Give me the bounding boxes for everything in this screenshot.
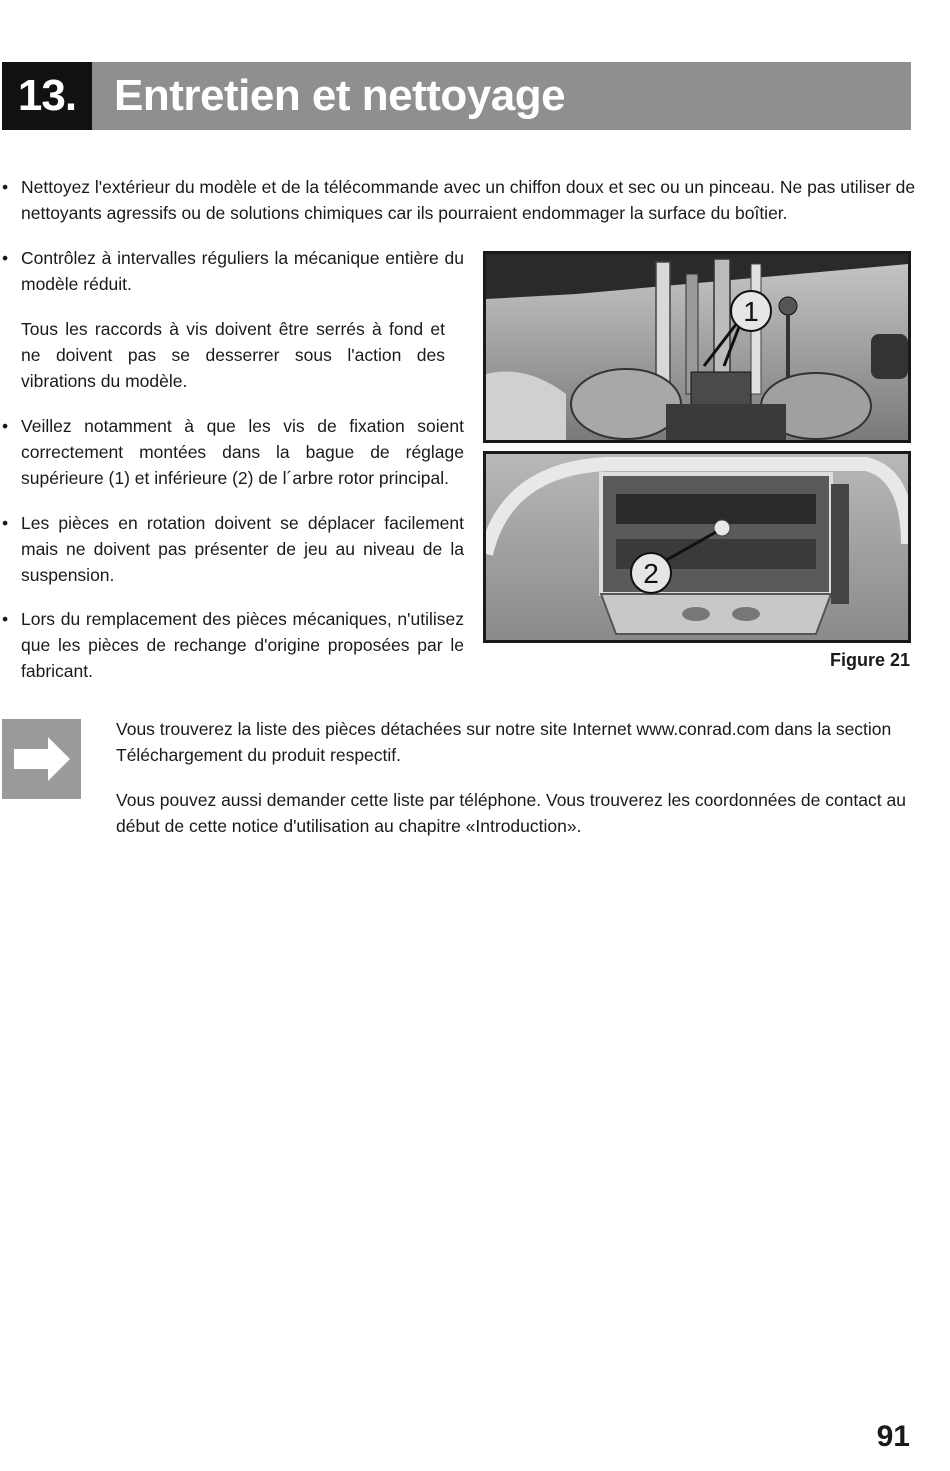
section-title: Entretien et nettoyage — [114, 71, 566, 120]
note-paragraph-2-text: Vous pouvez aussi demander cette liste par téléphone. Vous trouverez les coordonnées de contact au début de cette notice d'utilisation au chapitre «Introduction». — [116, 790, 906, 836]
photo-upper-rotor-hub — [483, 251, 911, 443]
section-header — [2, 62, 911, 130]
screws-paragraph — [21, 316, 445, 394]
arrow-right-icon — [2, 719, 81, 799]
bullet-rotating-parts-text: Les pièces en rotation doivent se déplacer facilement mais ne doivent pas présenter de jeu au niveau de la suspension. — [21, 513, 464, 585]
page-number: 91 — [876, 1420, 910, 1453]
note-paragraph-1-text: Vous trouverez la liste des pièces détachées sur notre site Internet www.conrad.com dans la section Téléchargement du produit respectif. — [116, 719, 892, 765]
note-paragraph-2 — [116, 787, 911, 839]
bullet-check-mechanics-text: Contrôlez à intervalles réguliers la mécanique entière du modèle réduit. — [21, 248, 464, 294]
bullet-check-mechanics: • Contrôlez à intervalles réguliers la mécanique entière du modèle réduit. — [2, 248, 464, 294]
bullet-fixing-screws: • Veillez notamment à que les vis de fixation soient correctement montées dans la bague de réglage supérieure (1) et inférieure (2) de l´arbre rotor principal. — [2, 416, 464, 488]
section-number: 13. — [2, 62, 92, 130]
bullet-cleaning-text: Nettoyez l'extérieur du modèle et de la télécommande avec un chiffon doux et sec ou un pinceau. Ne pas utiliser de nettoyants agressifs ou de solutions chimiques car ils pourraient endommager la surface du boîtier. — [21, 177, 916, 223]
note-paragraph-1 — [116, 716, 911, 768]
arrow-right-icon-svg — [2, 719, 81, 799]
screws-paragraph-text: Tous les raccords à vis doivent être serrés à fond et ne doivent pas se desserrer sous l'action des vibrations du modèle. — [21, 319, 445, 391]
bullet-spare-parts: • Lors du remplacement des pièces mécaniques, n'utilisez que les pièces de rechange d'origine proposées par le fabricant. — [2, 609, 464, 681]
photo-label-1: 1 — [743, 296, 759, 327]
figure-caption: Figure 21 — [829, 650, 910, 670]
photo-lower-illustration — [486, 454, 908, 640]
bullet-rotating-parts: • Les pièces en rotation doivent se déplacer facilement mais ne doivent pas présenter de jeu au niveau de la suspension. — [2, 513, 464, 585]
bullet-cleaning: • Nettoyez l'extérieur du modèle et de la télécommande avec un chiffon doux et sec ou un pinceau. Ne pas utiliser de nettoyants agressifs ou de solutions chimiques car ils pourraient endommager la surface du boîtier. — [2, 177, 916, 223]
photo-label-2: 2 — [643, 558, 659, 589]
photo-upper-illustration — [486, 254, 908, 440]
photo-lower-collar — [483, 451, 911, 643]
bullet-fixing-screws-text: Veillez notamment à que les vis de fixation soient correctement montées dans la bague de réglage supérieure (1) et inférieure (2) de l´arbre rotor principal. — [21, 416, 464, 488]
bullet-spare-parts-text: Lors du remplacement des pièces mécaniques, n'utilisez que les pièces de rechange d'origine proposées par le fabricant. — [21, 609, 464, 681]
